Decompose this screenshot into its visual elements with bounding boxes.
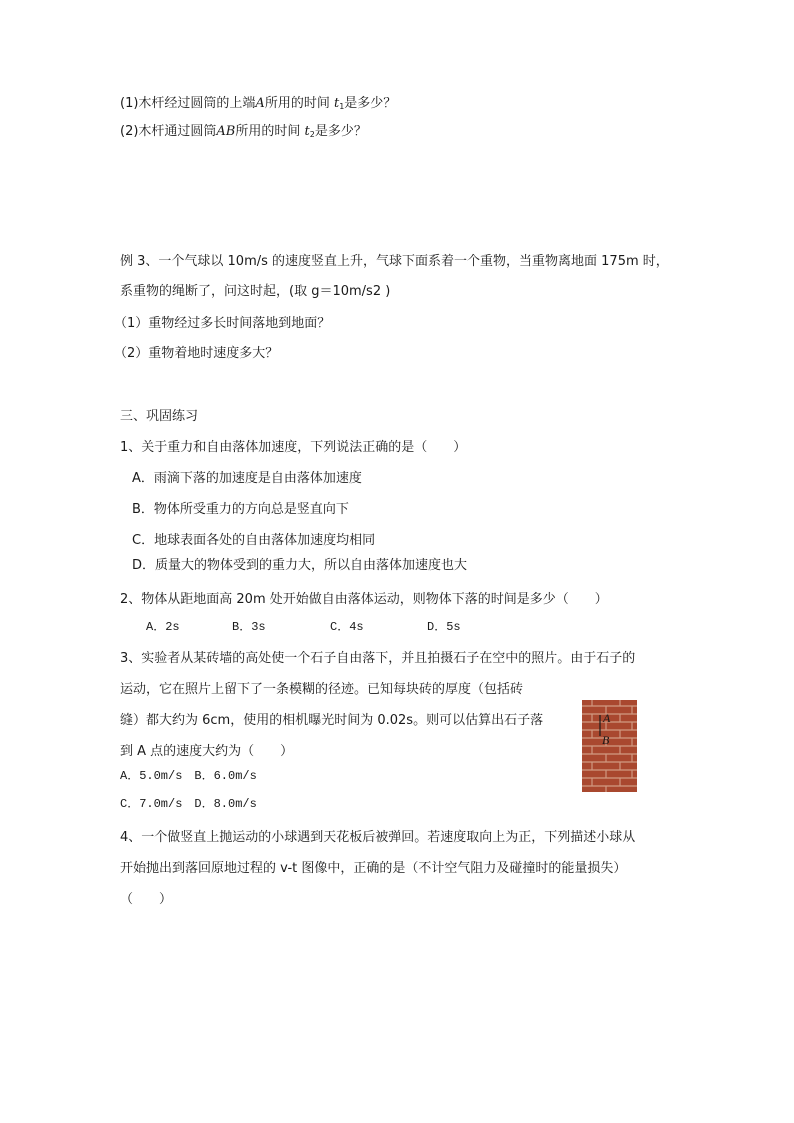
time-variable: t bbox=[304, 124, 310, 139]
example3-question1: （1）重物经过多长时间落地到地面？ bbox=[114, 316, 331, 331]
exercise3-line1: 3、实验者从某砖墙的高处使一个石子自由落下，并且拍摄石子在空中的照片。由于石子的 bbox=[120, 651, 636, 666]
exercise2-option-a: A．2s bbox=[146, 620, 180, 634]
point-label: AB bbox=[216, 124, 236, 139]
example3-line1: 例 3、一个气球以 10m/s 的速度竖直上升，气球下面系着一个重物，当重物离地面 175m 时， bbox=[120, 254, 669, 269]
exercise3-line4: 到 A 点的速度大约为（ ） bbox=[120, 744, 294, 759]
point-label: A bbox=[255, 96, 265, 111]
exercise1-option-b: B．物体所受重力的方向总是竖直向下 bbox=[132, 502, 349, 517]
section-title: 三、巩固练习 bbox=[120, 409, 199, 424]
question-part-1: (1)木杆经过圆筒的上端A所用的时间 $t_1$是多少？ bbox=[120, 96, 397, 111]
exercise2-option-d: D．5s bbox=[427, 620, 461, 634]
exercise3-line3: 缝）都大约为 6cm，使用的相机曝光时间为 0.02s。则可以估算出石子落 bbox=[120, 713, 544, 728]
exercise4-line2: 开始抛出到落回原地过程的 v-t 图像中，正确的是（不计空气阻力及碰撞时的能量损失） bbox=[120, 861, 627, 876]
exercise1-option-c: C．地球表面各处的自由落体加速度均相同 bbox=[132, 533, 376, 548]
example3-line2: 系重物的绳断了，问这时起，(取 g＝10m/s2 ) bbox=[120, 284, 391, 299]
exercise2-stem: 2、物体从距地面高 20m 处开始做自由落体运动，则物体下落的时间是多少（ ） bbox=[120, 592, 608, 607]
exercise4-line1: 4、一个做竖直上抛运动的小球遇到天花板后被弹回。若速度取向上为正，下列描述小球从 bbox=[120, 830, 636, 845]
exercise3-options-ab: A．5.0m/s B．6.0m/s bbox=[120, 769, 257, 783]
exercise3-options-cd: C．7.0m/s D．8.0m/s bbox=[120, 797, 257, 811]
exercise1-stem: 1、关于重力和自由落体加速度，下列说法正确的是（ ） bbox=[120, 440, 467, 455]
question-part-2: (2)木杆通过圆筒AB所用的时间 $t_2$是多少？ bbox=[120, 124, 367, 139]
exercise1-option-d: D．质量大的物体受到的重力大，所以自由落体加速度也大 bbox=[132, 558, 468, 573]
time-variable: t bbox=[333, 96, 340, 111]
point-a-label: A bbox=[603, 711, 611, 725]
exercise2-option-c: C．4s bbox=[330, 620, 364, 634]
exercise4-line3: （ ） bbox=[120, 892, 173, 907]
point-b-label: B bbox=[602, 733, 610, 747]
brick-wall-image bbox=[582, 700, 637, 792]
exercise1-option-a: A．雨滴下落的加速度是自由落体加速度 bbox=[132, 471, 362, 486]
exercise2-option-b: B．3s bbox=[232, 620, 266, 634]
exercise3-line2: 运动，它在照片上留下了一条模糊的径迹。已知每块砖的厚度（包括砖 bbox=[120, 682, 524, 697]
brick-wall-photo bbox=[582, 700, 637, 792]
example3-question2: （2）重物着地时速度多大？ bbox=[114, 346, 279, 361]
